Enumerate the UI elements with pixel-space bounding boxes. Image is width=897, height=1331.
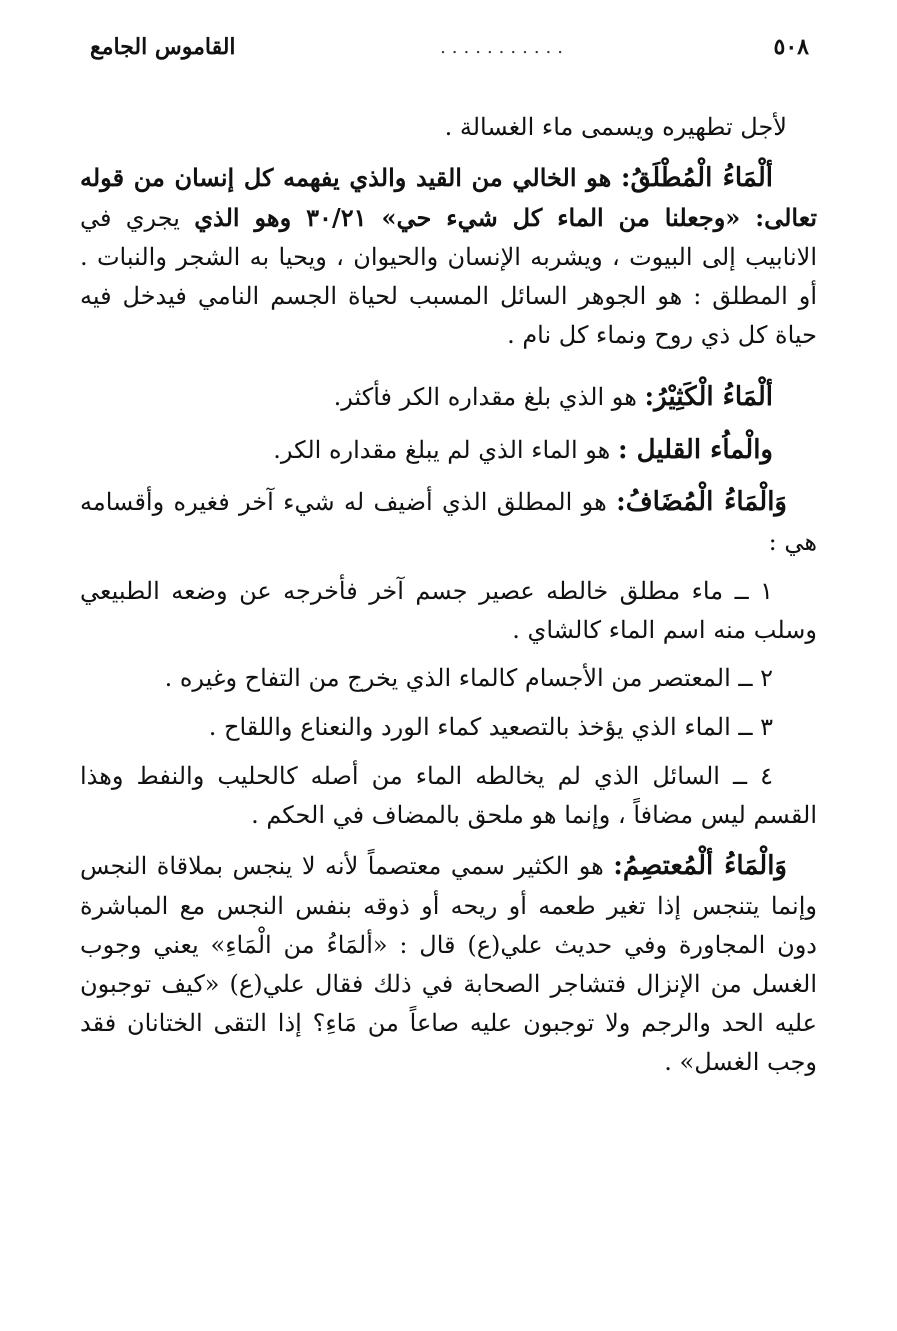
leader-dots: ........... xyxy=(440,36,570,58)
book-title: القاموس الجامع xyxy=(90,34,236,60)
term-mudaf: وَالْمَاءُ الْمُضَافُ: xyxy=(616,486,787,517)
entry-qalil xyxy=(80,429,817,471)
running-header xyxy=(90,34,809,60)
entry-qalil-text: هو الماء الذي لم يبلغ مقداره الكر. xyxy=(273,435,618,464)
entry-mudaf-text: هو المطلق الذي أضيف له شيء آخر فغيره وأقسامه هي : xyxy=(80,487,817,556)
spacer xyxy=(80,364,817,376)
paragraph-intro: لأجل تطهيره ويسمى ماء الغسالة . xyxy=(444,113,787,141)
term-mutlaq: ألْمَاءُ الْمُطْلَقُ: xyxy=(620,162,773,193)
list-item: ١ ــ ماء مطلق خالطه عصير جسم آخر فأخرجه عن وضعه الطبيعي وسلب منه اسم الماء كالشاي . xyxy=(80,576,817,644)
page-body xyxy=(80,108,817,1091)
page-number: ٥٠٨ xyxy=(773,34,809,60)
entry-kathir xyxy=(80,376,817,418)
list-item: ٤ ــ السائل الذي لم يخالطه الماء من أصله كالحليب والنفط وهذا القسم ليس مضافاً ، وإنما هو ملحق بالمضاف في الحكم . xyxy=(80,762,817,830)
term-kathir: ألْمَاءُ الْكَثِيْرُ: xyxy=(644,382,773,413)
entry-mudaf xyxy=(80,481,817,562)
entry-mutlaq-text2: يجري في الانابيب إلى البيوت ، ويشربه الإنسان والحيوان ، ويحيا به الشجر والنبات . أو المطلق : هو الجوهر السائل المسبب لحياة الجسم النامي فيدخل فيه حياة كل ذي روح ونماء كل نام . xyxy=(80,203,817,349)
entry-mutasim-text: هو الكثير سمي معتصماً لأنه لا ينجس بملاقاة النجس وإنما يتنجس إذا تغير طعمه أو ريحه أو ذوقه بنفس النجس مع المباشرة دون المجاورة وفي حديث علي(ع) قال : «ألمَاءُ من الْمَاءِ» يعني وجوب الغسل من الإنزال فتشاجر الصحابة في ذلك فقال علي(ع) «كيف توجبون عليه الحد والرجم ولا توجبون عليه صاعاً من مَاءِ؟ إذا التقى الختانان فقد وجب الغسل» . xyxy=(80,851,817,1076)
entry-kathir-text: هو الذي بلغ مقداره الكر فأكثر. xyxy=(333,383,645,412)
entry-mutlaq-text1: هو الخالي من القيد والذي يفهمه كل إنسان من قوله تعالى: «وجعلنا من الماء كل شيء حي» ٣٠/٢١ وهو الذي xyxy=(80,162,818,232)
list-item: ٣ ــ الماء الذي يؤخذ بالتصعيد كماء الورد والنعناع واللقاح . xyxy=(208,713,773,742)
entry-mutasim xyxy=(80,845,817,1081)
term-qalil: والْماُء القليل : xyxy=(617,434,773,465)
list-item: ٢ ــ المعتصر من الأجسام كالماء الذي يخرج من التفاح وغيره . xyxy=(164,664,773,693)
entry-mutlaq xyxy=(80,157,817,355)
term-mutasim: وَالْمَاءُ ألْمُعتصِمُ: xyxy=(613,850,787,881)
